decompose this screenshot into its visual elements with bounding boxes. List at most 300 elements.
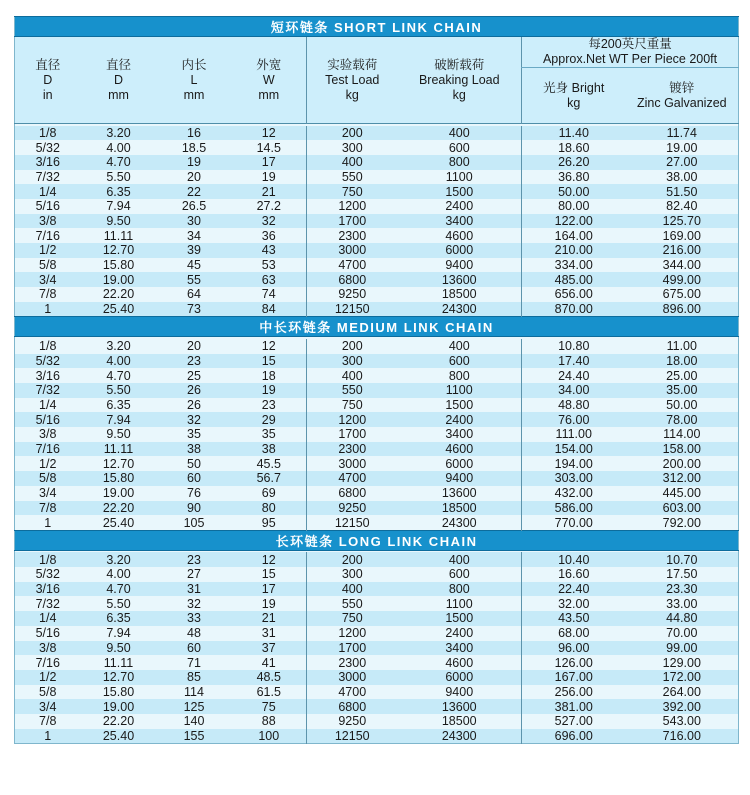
table-cell: 32.00 — [522, 596, 626, 611]
table-cell: 7.94 — [81, 199, 157, 214]
header-unit: in — [42, 87, 53, 102]
table-cell: 870.00 — [522, 302, 626, 317]
header-unit: mm — [258, 87, 280, 102]
table-cell: 13600 — [398, 272, 522, 287]
table-cell: 24.40 — [522, 368, 626, 383]
table-cell: 114 — [157, 685, 232, 700]
table-cell: 32 — [232, 214, 307, 229]
table-row — [15, 354, 739, 369]
table-cell: 6.35 — [81, 398, 157, 413]
table-cell: 17.50 — [626, 567, 739, 582]
table-row — [15, 442, 739, 457]
table-row — [15, 412, 739, 427]
table-cell: 2400 — [398, 199, 522, 214]
table-cell: 19 — [157, 155, 232, 170]
table-cell: 3/4 — [15, 486, 81, 501]
table-cell: 100 — [232, 729, 307, 744]
header-outer-width — [232, 37, 307, 124]
table-cell: 9400 — [398, 685, 522, 700]
table-cell: 34.00 — [522, 383, 626, 398]
table-cell: 9400 — [398, 258, 522, 273]
table-cell: 9.50 — [81, 641, 157, 656]
table-cell: 4.70 — [81, 582, 157, 597]
table-cell: 3.20 — [81, 552, 157, 567]
table-cell: 9.50 — [81, 427, 157, 442]
table-cell: 300 — [307, 354, 398, 369]
table-cell: 300 — [307, 567, 398, 582]
table-row — [15, 471, 739, 486]
table-row — [15, 126, 739, 141]
table-cell: 84 — [232, 302, 307, 317]
table-cell: 12150 — [307, 515, 398, 530]
table-cell: 3/4 — [15, 272, 81, 287]
table-cell: 25 — [157, 368, 232, 383]
table-cell: 7/8 — [15, 714, 81, 729]
header-unit: kg — [567, 95, 581, 110]
table-cell: 140 — [157, 714, 232, 729]
table-row — [15, 155, 739, 170]
header-symbol: L — [190, 72, 198, 87]
table-cell: 6800 — [307, 272, 398, 287]
table-cell: 63 — [232, 272, 307, 287]
table-cell: 27.00 — [626, 155, 739, 170]
table-cell: 5.50 — [81, 596, 157, 611]
table-cell: 1/4 — [15, 611, 81, 626]
header-cn: 每200英尺重量 — [588, 37, 672, 51]
table-cell: 43 — [232, 243, 307, 258]
table-cell: 200.00 — [626, 456, 739, 471]
table-row — [15, 626, 739, 641]
table-row — [15, 258, 739, 273]
table-cell: 12150 — [307, 302, 398, 317]
header-en: Test Load — [325, 72, 380, 87]
section-title: 短环链条 SHORT LINK CHAIN — [15, 17, 739, 37]
table-cell: 11.74 — [626, 126, 739, 141]
table-cell: 12150 — [307, 729, 398, 744]
table-cell: 210.00 — [522, 243, 626, 258]
table-cell: 2300 — [307, 442, 398, 457]
chain-spec-table-container — [14, 16, 738, 744]
table-cell: 24300 — [398, 302, 522, 317]
table-row — [15, 486, 739, 501]
header-cn: 光身 Bright — [543, 80, 605, 95]
table-row — [15, 199, 739, 214]
table-cell: 5/16 — [15, 412, 81, 427]
table-cell: 125.70 — [626, 214, 739, 229]
header-unit: kg — [452, 87, 466, 102]
table-cell: 216.00 — [626, 243, 739, 258]
table-cell: 7/32 — [15, 383, 81, 398]
table-cell: 78.00 — [626, 412, 739, 427]
table-cell: 800 — [398, 368, 522, 383]
table-cell: 1/8 — [15, 552, 81, 567]
table-cell: 6.35 — [81, 611, 157, 626]
table-cell: 70.00 — [626, 626, 739, 641]
section-bar-short — [15, 17, 739, 37]
table-cell: 4700 — [307, 471, 398, 486]
table-cell: 6000 — [398, 670, 522, 685]
table-cell: 696.00 — [522, 729, 626, 744]
table-cell: 1700 — [307, 214, 398, 229]
table-cell: 770.00 — [522, 515, 626, 530]
table-cell: 550 — [307, 170, 398, 185]
table-cell: 400 — [307, 155, 398, 170]
table-row — [15, 596, 739, 611]
table-cell: 1/4 — [15, 398, 81, 413]
table-cell: 31 — [232, 626, 307, 641]
table-cell: 25.00 — [626, 368, 739, 383]
table-cell: 603.00 — [626, 501, 739, 516]
table-cell: 3000 — [307, 243, 398, 258]
table-cell: 1 — [15, 302, 81, 317]
table-cell: 19.00 — [81, 486, 157, 501]
table-row — [15, 670, 739, 685]
table-cell: 11.11 — [81, 655, 157, 670]
table-cell: 312.00 — [626, 471, 739, 486]
table-cell: 200 — [307, 339, 398, 354]
table-cell: 6000 — [398, 243, 522, 258]
table-cell: 7/32 — [15, 596, 81, 611]
table-cell: 499.00 — [626, 272, 739, 287]
table-cell: 23.30 — [626, 582, 739, 597]
table-cell: 3/8 — [15, 427, 81, 442]
table-cell: 4.00 — [81, 140, 157, 155]
table-cell: 11.00 — [626, 339, 739, 354]
table-cell: 10.40 — [522, 552, 626, 567]
table-cell: 164.00 — [522, 228, 626, 243]
table-cell: 7/16 — [15, 655, 81, 670]
table-cell: 3.20 — [81, 126, 157, 141]
header-symbol: D — [113, 72, 124, 87]
table-cell: 154.00 — [522, 442, 626, 457]
table-cell: 172.00 — [626, 670, 739, 685]
table-cell: 14.5 — [232, 140, 307, 155]
table-cell: 24300 — [398, 729, 522, 744]
table-cell: 18 — [232, 368, 307, 383]
table-cell: 15.80 — [81, 685, 157, 700]
table-cell: 17.40 — [522, 354, 626, 369]
header-test-load — [307, 37, 398, 124]
table-cell: 3/4 — [15, 699, 81, 714]
table-cell: 485.00 — [522, 272, 626, 287]
table-cell: 800 — [398, 582, 522, 597]
table-row — [15, 302, 739, 317]
table-cell: 4.00 — [81, 567, 157, 582]
header-cn: 直径 — [105, 57, 131, 72]
table-cell: 11.11 — [81, 228, 157, 243]
table-cell: 11.11 — [81, 442, 157, 457]
table-cell: 12.70 — [81, 670, 157, 685]
table-row — [15, 552, 739, 567]
table-cell: 5.50 — [81, 170, 157, 185]
table-cell: 792.00 — [626, 515, 739, 530]
table-cell: 23 — [232, 398, 307, 413]
table-cell: 27 — [157, 567, 232, 582]
table-row — [15, 228, 739, 243]
table-cell: 32 — [157, 412, 232, 427]
table-cell: 22.40 — [522, 582, 626, 597]
table-cell: 543.00 — [626, 714, 739, 729]
table-cell: 2400 — [398, 412, 522, 427]
table-cell: 33.00 — [626, 596, 739, 611]
table-cell: 26.20 — [522, 155, 626, 170]
table-cell: 50.00 — [626, 398, 739, 413]
table-cell: 129.00 — [626, 655, 739, 670]
table-cell: 3400 — [398, 214, 522, 229]
table-cell: 432.00 — [522, 486, 626, 501]
table-cell: 35.00 — [626, 383, 739, 398]
table-cell: 23 — [157, 552, 232, 567]
table-cell: 76 — [157, 486, 232, 501]
table-cell: 16.60 — [522, 567, 626, 582]
table-cell: 2400 — [398, 626, 522, 641]
table-cell: 35 — [232, 427, 307, 442]
table-cell: 400 — [398, 552, 522, 567]
table-cell: 1200 — [307, 412, 398, 427]
table-cell: 13600 — [398, 486, 522, 501]
table-cell: 1700 — [307, 641, 398, 656]
table-cell: 200 — [307, 126, 398, 141]
table-cell: 114.00 — [626, 427, 739, 442]
table-row — [15, 641, 739, 656]
table-cell: 2300 — [307, 228, 398, 243]
table-cell: 80 — [232, 501, 307, 516]
table-cell: 41 — [232, 655, 307, 670]
table-cell: 10.80 — [522, 339, 626, 354]
table-row — [15, 170, 739, 185]
table-cell: 1100 — [398, 170, 522, 185]
table-cell: 48.80 — [522, 398, 626, 413]
table-cell: 99.00 — [626, 641, 739, 656]
table-row — [15, 582, 739, 597]
table-cell: 85 — [157, 670, 232, 685]
table-cell: 5.50 — [81, 383, 157, 398]
table-cell: 18.60 — [522, 140, 626, 155]
table-cell: 10.70 — [626, 552, 739, 567]
table-cell: 7.94 — [81, 626, 157, 641]
table-cell: 1/2 — [15, 243, 81, 258]
table-cell: 3/16 — [15, 582, 81, 597]
table-cell: 75 — [232, 699, 307, 714]
table-cell: 21 — [232, 611, 307, 626]
table-cell: 6000 — [398, 456, 522, 471]
table-cell: 15 — [232, 354, 307, 369]
table-cell: 38 — [232, 442, 307, 457]
table-cell: 82.40 — [626, 199, 739, 214]
table-cell: 1100 — [398, 383, 522, 398]
table-cell: 1/8 — [15, 339, 81, 354]
table-row — [15, 272, 739, 287]
table-cell: 24300 — [398, 515, 522, 530]
table-cell: 36 — [232, 228, 307, 243]
table-cell: 5/16 — [15, 626, 81, 641]
header-symbol: D — [43, 72, 53, 87]
table-cell: 303.00 — [522, 471, 626, 486]
table-cell: 600 — [398, 567, 522, 582]
table-cell: 675.00 — [626, 287, 739, 302]
header-unit: mm — [183, 87, 205, 102]
table-cell: 1200 — [307, 626, 398, 641]
header-en: Zinc Galvanized — [636, 95, 727, 110]
table-row — [15, 383, 739, 398]
table-cell: 34 — [157, 228, 232, 243]
table-cell: 4700 — [307, 685, 398, 700]
table-cell: 9250 — [307, 501, 398, 516]
table-cell: 69 — [232, 486, 307, 501]
table-cell: 200 — [307, 552, 398, 567]
table-cell: 25.40 — [81, 515, 157, 530]
section-bar — [15, 317, 739, 337]
table-cell: 7/16 — [15, 442, 81, 457]
table-cell: 1 — [15, 515, 81, 530]
table-cell: 6800 — [307, 486, 398, 501]
table-cell: 48 — [157, 626, 232, 641]
table-cell: 61.5 — [232, 685, 307, 700]
header-bright — [522, 68, 626, 124]
table-cell: 3400 — [398, 427, 522, 442]
table-cell: 5/32 — [15, 567, 81, 582]
table-cell: 750 — [307, 398, 398, 413]
table-cell: 76.00 — [522, 412, 626, 427]
table-cell: 38.00 — [626, 170, 739, 185]
table-cell: 445.00 — [626, 486, 739, 501]
table-cell: 1700 — [307, 427, 398, 442]
table-cell: 400 — [398, 339, 522, 354]
table-cell: 1500 — [398, 611, 522, 626]
table-cell: 9.50 — [81, 214, 157, 229]
table-row — [15, 501, 739, 516]
table-cell: 15.80 — [81, 471, 157, 486]
table-cell: 19.00 — [81, 699, 157, 714]
table-cell: 1/4 — [15, 184, 81, 199]
table-cell: 7/16 — [15, 228, 81, 243]
table-cell: 55 — [157, 272, 232, 287]
table-cell: 19 — [232, 596, 307, 611]
table-cell: 15.80 — [81, 258, 157, 273]
table-cell: 90 — [157, 501, 232, 516]
table-row — [15, 714, 739, 729]
table-cell: 44.80 — [626, 611, 739, 626]
table-cell: 122.00 — [522, 214, 626, 229]
table-cell: 1500 — [398, 184, 522, 199]
table-cell: 3400 — [398, 641, 522, 656]
table-cell: 45.5 — [232, 456, 307, 471]
table-row — [15, 368, 739, 383]
table-cell: 264.00 — [626, 685, 739, 700]
header-diameter-in — [15, 37, 81, 124]
table-cell: 1100 — [398, 596, 522, 611]
table-cell: 550 — [307, 596, 398, 611]
table-cell: 1 — [15, 729, 81, 744]
header-en: Approx.Net WT Per Piece 200ft — [542, 52, 718, 66]
table-cell: 586.00 — [522, 501, 626, 516]
table-cell: 80.00 — [522, 199, 626, 214]
table-row — [15, 729, 739, 744]
table-cell: 4.70 — [81, 368, 157, 383]
table-cell: 9250 — [307, 714, 398, 729]
table-cell: 71 — [157, 655, 232, 670]
header-en: Breaking Load — [418, 72, 500, 87]
table-cell: 126.00 — [522, 655, 626, 670]
table-cell: 4.00 — [81, 354, 157, 369]
table-cell: 29 — [232, 412, 307, 427]
table-cell: 26 — [157, 398, 232, 413]
header-row — [15, 37, 739, 68]
table-cell: 7/8 — [15, 287, 81, 302]
table-cell: 4600 — [398, 442, 522, 457]
table-cell: 1/2 — [15, 456, 81, 471]
table-cell: 194.00 — [522, 456, 626, 471]
table-cell: 74 — [232, 287, 307, 302]
table-cell: 7/32 — [15, 170, 81, 185]
section-title: 长环链条 LONG LINK CHAIN — [15, 530, 739, 550]
table-cell: 5/8 — [15, 258, 81, 273]
header-symbol: W — [262, 72, 275, 87]
table-cell: 88 — [232, 714, 307, 729]
table-cell: 20 — [157, 170, 232, 185]
table-cell: 68.00 — [522, 626, 626, 641]
table-row — [15, 339, 739, 354]
table-cell: 25.40 — [81, 302, 157, 317]
table-cell: 111.00 — [522, 427, 626, 442]
table-row — [15, 398, 739, 413]
table-cell: 17 — [232, 582, 307, 597]
table-cell: 12 — [232, 126, 307, 141]
table-cell: 750 — [307, 611, 398, 626]
table-cell: 39 — [157, 243, 232, 258]
table-row — [15, 456, 739, 471]
table-cell: 31 — [157, 582, 232, 597]
table-cell: 12.70 — [81, 243, 157, 258]
table-cell: 11.40 — [522, 126, 626, 141]
table-row — [15, 140, 739, 155]
table-row — [15, 184, 739, 199]
table-cell: 19.00 — [81, 272, 157, 287]
table-cell: 33 — [157, 611, 232, 626]
table-cell: 22.20 — [81, 501, 157, 516]
table-row — [15, 699, 739, 714]
table-cell: 9400 — [398, 471, 522, 486]
table-cell: 550 — [307, 383, 398, 398]
table-cell: 19.00 — [626, 140, 739, 155]
table-cell: 3/8 — [15, 641, 81, 656]
table-cell: 26.5 — [157, 199, 232, 214]
table-cell: 15 — [232, 567, 307, 582]
table-cell: 1/8 — [15, 126, 81, 141]
header-unit: mm — [108, 87, 129, 102]
table-cell: 600 — [398, 354, 522, 369]
table-cell: 3000 — [307, 670, 398, 685]
table-cell: 2300 — [307, 655, 398, 670]
section-bar — [15, 530, 739, 550]
table-cell: 12 — [232, 552, 307, 567]
table-cell: 60 — [157, 641, 232, 656]
table-row — [15, 515, 739, 530]
table-cell: 6800 — [307, 699, 398, 714]
table-cell: 35 — [157, 427, 232, 442]
table-cell: 155 — [157, 729, 232, 744]
table-cell: 392.00 — [626, 699, 739, 714]
table-cell: 5/16 — [15, 199, 81, 214]
header-cn: 内长 — [181, 57, 207, 72]
table-cell: 158.00 — [626, 442, 739, 457]
header-cn: 破断载荷 — [434, 57, 485, 72]
table-cell: 18.5 — [157, 140, 232, 155]
table-cell: 18500 — [398, 501, 522, 516]
table-cell: 167.00 — [522, 670, 626, 685]
table-cell: 3/16 — [15, 155, 81, 170]
table-cell: 25.40 — [81, 729, 157, 744]
